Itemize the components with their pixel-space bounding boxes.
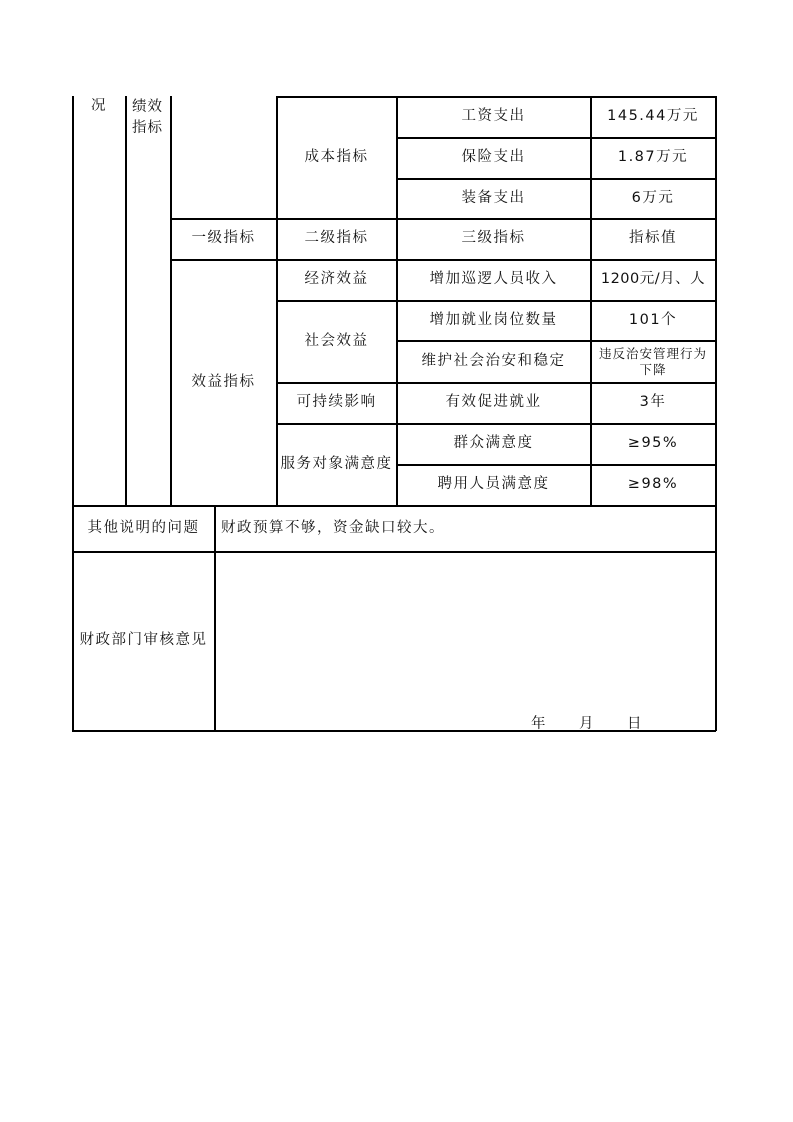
sustain-impact-value: 3年 xyxy=(639,394,667,411)
cost-item-2: 保险支出 xyxy=(461,149,526,166)
social-benefit-item-1: 增加就业岗位数量 xyxy=(429,311,558,328)
perf-label-line2: 指标 xyxy=(132,120,163,136)
left-column-char: 况 xyxy=(91,98,107,114)
satisfaction-value-1: ≥95% xyxy=(627,435,679,452)
review-date-day: 日 xyxy=(627,716,642,732)
header-level1: 一级指标 xyxy=(191,230,256,247)
sustain-impact-item: 有效促进就业 xyxy=(445,394,542,411)
satisfaction-item-2: 聘用人员满意度 xyxy=(437,476,550,493)
border-right xyxy=(715,96,717,731)
cost-item-3: 装备支出 xyxy=(461,189,526,206)
economic-benefit-item: 增加巡逻人员收入 xyxy=(429,271,558,288)
perf-label-line1: 绩效 xyxy=(132,99,163,115)
cost-value-1: 145.44万元 xyxy=(607,108,699,125)
finance-review-label: 财政部门审核意见 xyxy=(79,632,208,649)
other-issues-label: 其他说明的问题 xyxy=(87,520,200,537)
satisfaction-item-1: 群众满意度 xyxy=(453,435,534,452)
sustain-impact-label: 可持续影响 xyxy=(296,394,377,411)
satisfaction-value-2: ≥98% xyxy=(627,476,679,493)
economic-benefit-label: 经济效益 xyxy=(304,271,369,288)
review-date-month: 月 xyxy=(579,716,594,732)
cost-item-1: 工资支出 xyxy=(461,108,526,125)
header-value: 指标值 xyxy=(629,230,677,247)
economic-benefit-value: 1200元/月、人 xyxy=(600,271,706,288)
social-benefit-label: 社会效益 xyxy=(304,332,369,349)
social-benefit-item-2: 维护社会治安和稳定 xyxy=(421,352,566,369)
col-line-1 xyxy=(125,96,127,506)
finance-review-area[interactable] xyxy=(216,553,714,729)
cost-value-2: 1.87万元 xyxy=(617,149,689,166)
header-level3: 三级指标 xyxy=(461,230,526,247)
benefit-indicator-label: 效益指标 xyxy=(191,373,256,390)
other-issues-text: 财政预算不够，资金缺口较大。 xyxy=(221,520,445,537)
review-date-year: 年 xyxy=(531,716,546,732)
social-benefit-value-2: 违反治安管理行为下降 xyxy=(598,345,707,377)
cost-indicator-label: 成本指标 xyxy=(304,148,369,165)
border-bottom xyxy=(72,730,716,732)
cost-value-3: 6万元 xyxy=(631,189,675,206)
header-level2: 二级指标 xyxy=(304,230,369,247)
social-benefit-value-1: 101个 xyxy=(628,311,678,328)
satisfaction-label: 服务对象满意度 xyxy=(280,455,393,472)
